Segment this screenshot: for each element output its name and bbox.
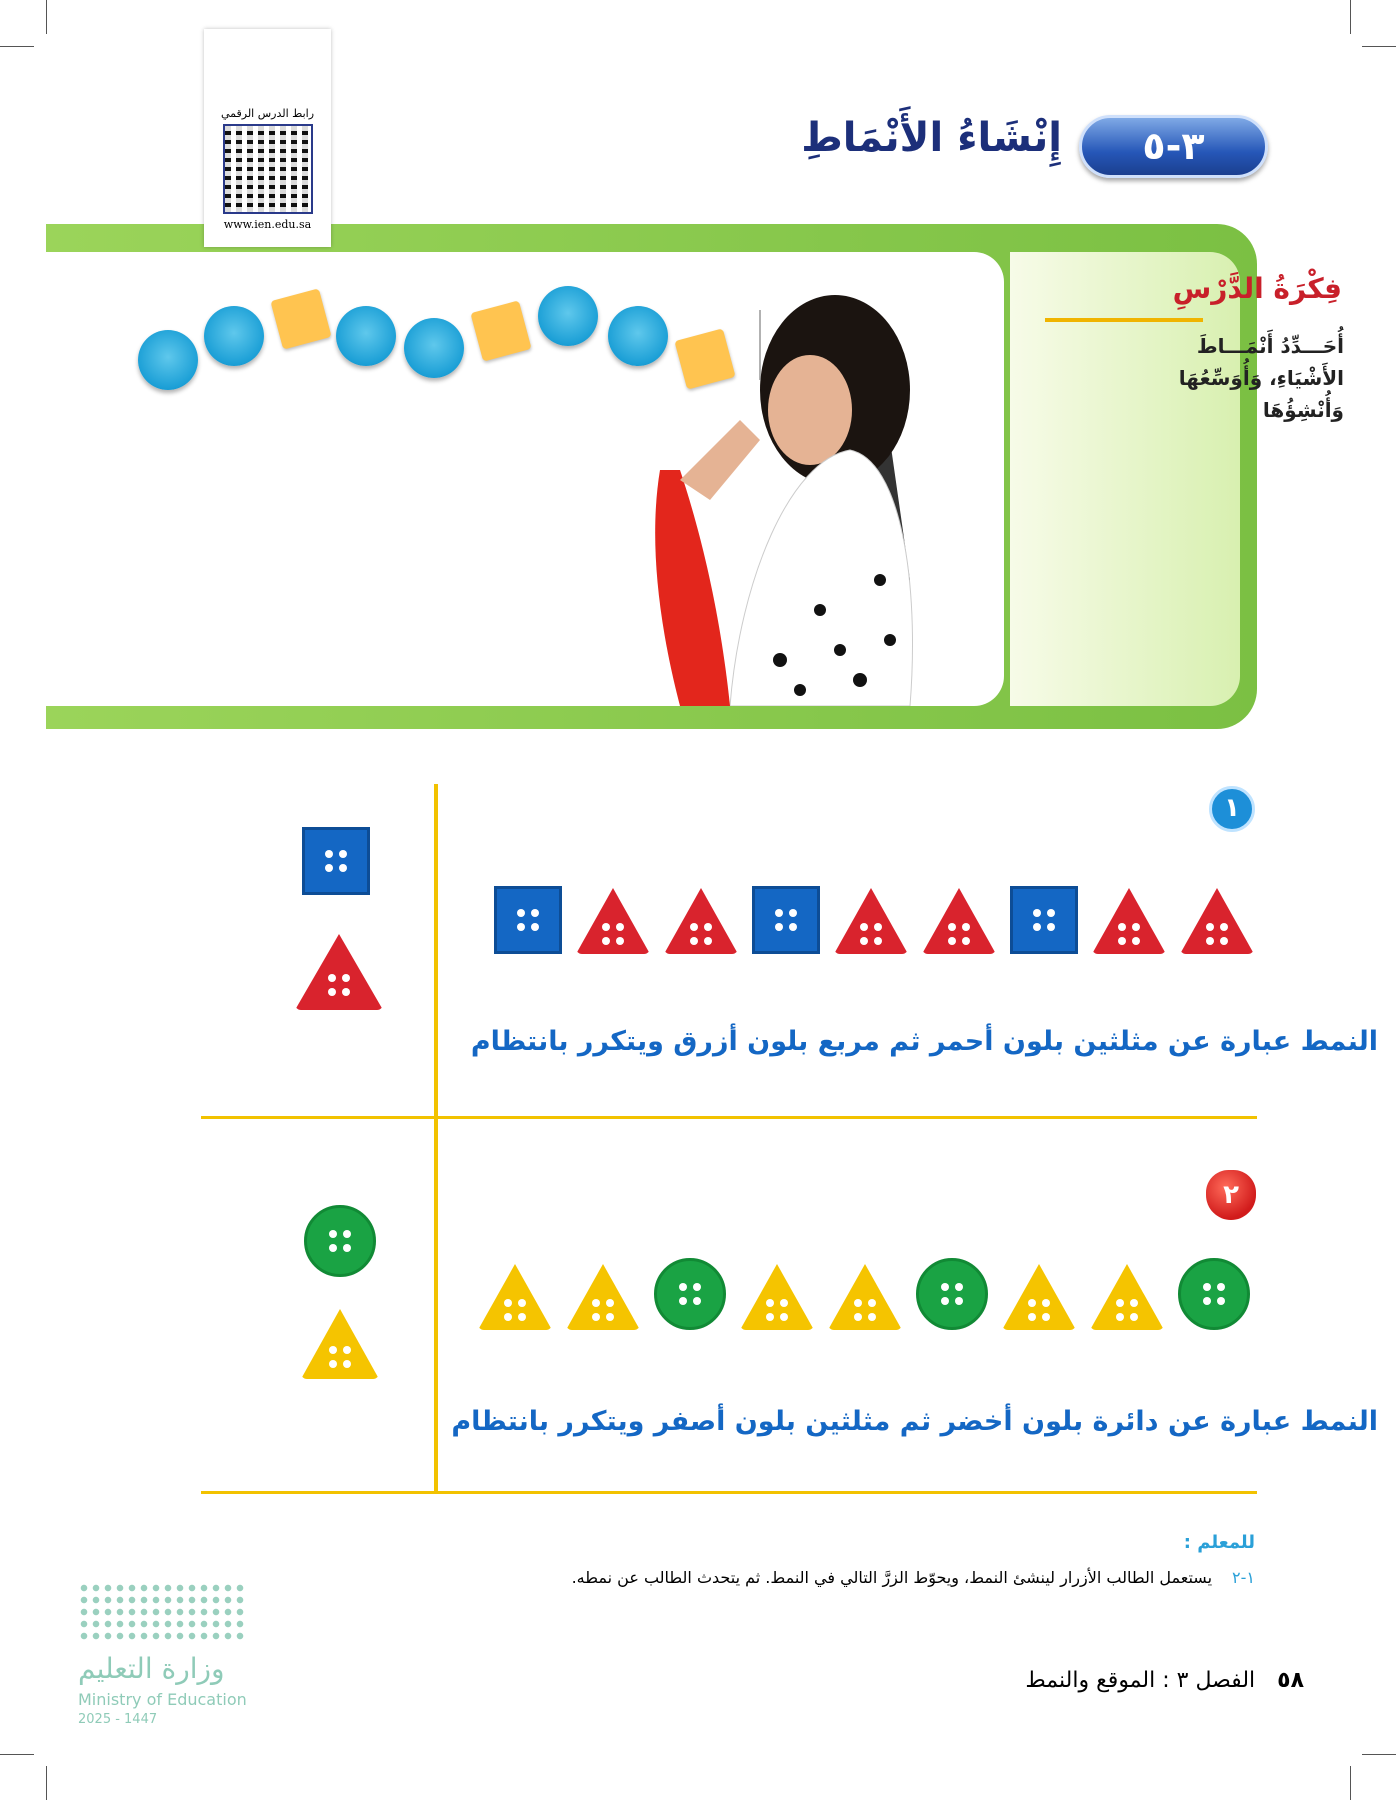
problem-number-badge: ١ [1209,786,1255,832]
triangle-shape [566,1264,640,1330]
triangle-shape [834,888,908,954]
crop-mark [0,1754,34,1755]
pattern-answer: النمط عبارة عن دائرة بلون أخضر ثم مثلثين بلون أصفر ويتكرر بانتظام [451,1406,1378,1437]
button-illustration [336,306,396,366]
page-title: إِنْشَاءُ الأَنْمَاطِ [801,115,1062,161]
lesson-number-badge: ٣-٥ [1079,115,1268,178]
button-illustration [204,306,264,366]
crop-mark [1362,1754,1396,1755]
ministry-name-english: Ministry of Education [78,1690,247,1709]
triangle-shape [1090,1264,1164,1330]
button-illustration [404,318,464,378]
qr-url[interactable]: www.ien.edu.sa [223,218,312,231]
triangle-shape [1092,888,1166,954]
ministry-year: 2025 - 1447 [78,1712,158,1727]
circle-shape [916,1258,988,1330]
square-shape [1010,886,1078,954]
triangle-shape [922,888,996,954]
square-shape [494,886,562,954]
lesson-idea-title: فِكْرَةُ الدَّرْسِ [1172,272,1342,305]
ministry-name-arabic: وزارة التعليم [78,1652,225,1685]
circle-shape [1178,1258,1250,1330]
triangle-shape [576,888,650,954]
horizontal-divider [201,1116,1257,1119]
crop-mark [1350,1766,1351,1800]
crop-mark [46,0,47,34]
crop-mark [1362,46,1396,47]
button-illustration [538,286,598,346]
triangle-shape [740,1264,814,1330]
page-footer [1025,1668,1304,1693]
divider [1045,318,1203,322]
triangle-shape [301,1309,379,1379]
chapter-title: الفصل ٣ : الموقع والنمط [1025,1668,1256,1693]
pattern-answer: النمط عبارة عن مثلثين بلون أحمر ثم مربع بلون أزرق ويتكرر بانتظام [470,1026,1378,1057]
pattern-row [478,1258,1250,1330]
square-shape [302,827,370,895]
triangle-shape [1002,1264,1076,1330]
lesson-idea-text: أُحَـــدِّدُ أَنْمَـــاطَ الأَشْيَاءِ، وَأُوَسِّعُهَا وَأُنْشِؤُهَا [1178,334,1344,422]
ministry-logo-icon [78,1582,248,1642]
apple-number-badge: ٢ [1206,1170,1256,1220]
crop-mark [46,1766,47,1800]
circle-shape [304,1205,376,1277]
page-number: ٥٨ [1277,1668,1304,1693]
triangle-shape [828,1264,902,1330]
key-triangle [301,1309,379,1379]
girl-sewing-photo [640,280,1000,706]
qr-label: رابط الدرس الرقمي [220,107,315,120]
circle-shape [654,1258,726,1330]
key-circle [304,1205,376,1277]
pattern-row [494,886,1254,954]
teacher-label: للمعلم : [1183,1532,1255,1553]
vertical-divider [434,784,438,1494]
button-illustration [138,330,198,390]
teacher-note-ref: ١-٢ [1232,1568,1255,1587]
qr-code-icon[interactable] [223,124,313,214]
triangle-shape [295,934,383,1010]
crop-mark [1350,0,1351,34]
triangle-shape [664,888,738,954]
horizontal-divider [201,1491,1257,1494]
triangle-shape [478,1264,552,1330]
teacher-note [572,1568,1255,1587]
key-triangle [295,934,383,1010]
crop-mark [0,46,34,47]
square-shape [752,886,820,954]
key-square [302,827,370,895]
teacher-note-text: يستعمل الطالب الأزرار لينشئ النمط، ويحوّط الزرَّ التالي في النمط. ثم يتحدث الطالب عن نمطه. [571,1568,1213,1587]
qr-card[interactable] [204,29,331,247]
triangle-shape [1180,888,1254,954]
